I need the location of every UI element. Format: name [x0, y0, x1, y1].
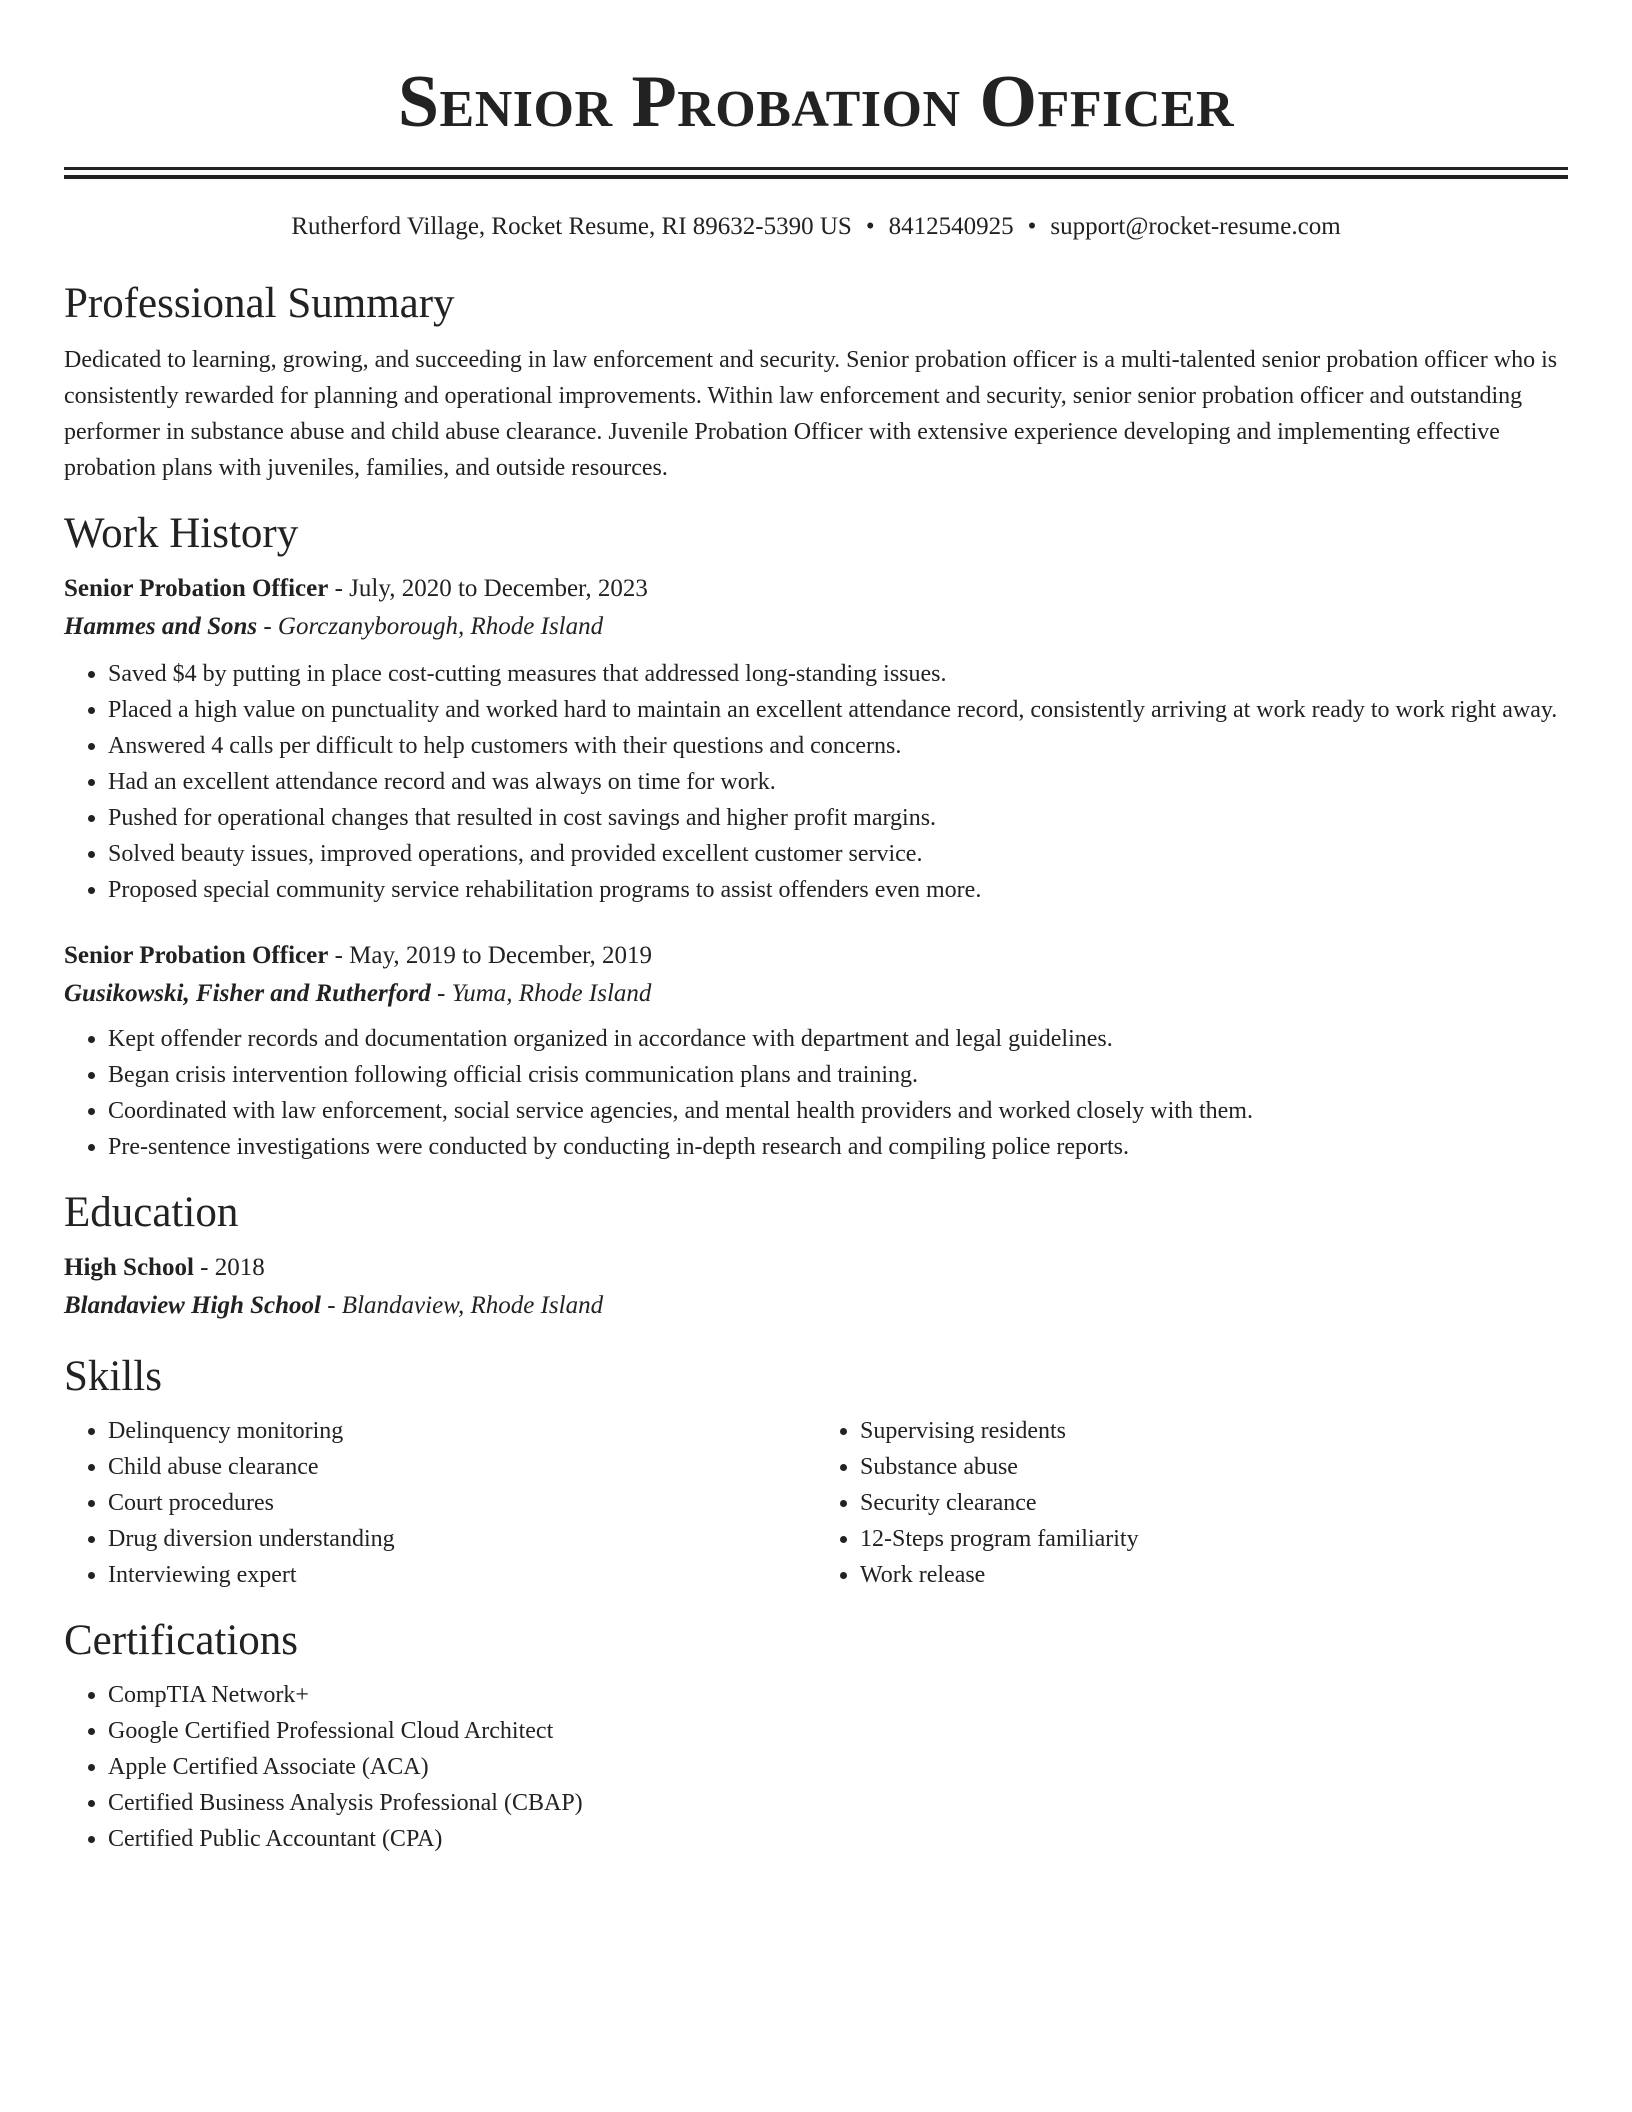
contact-separator: • — [865, 213, 875, 240]
education-entry — [64, 1251, 1568, 1323]
skills-list-left — [64, 1413, 816, 1593]
job-title-line — [64, 572, 1568, 606]
list-item: • Had an excellent attendance record and was always on time for work. — [108, 764, 1568, 800]
skills-columns — [64, 1413, 1568, 1593]
education-heading: Education — [64, 1189, 239, 1236]
list-item: • CompTIA Network+ — [108, 1677, 1568, 1713]
list-item: • Began crisis intervention following official crisis communication plans and training. — [108, 1057, 1568, 1093]
job-title-line — [64, 939, 1568, 973]
job-dates: - May, 2019 to December, 2019 — [328, 942, 653, 969]
education-school-line — [64, 1289, 1568, 1323]
job-bullets — [64, 1021, 1568, 1165]
candidate-name: Senior Probation Officer — [397, 61, 1235, 143]
list-item: • Court procedures — [108, 1485, 816, 1521]
list-item: • Security clearance — [860, 1485, 1568, 1521]
list-item: • Drug diversion understanding — [108, 1521, 816, 1557]
contact-address: Rutherford Village, Rocket Resume, RI 89632-5390 US — [291, 213, 852, 240]
list-item: • Coordinated with law enforcement, social service agencies, and mental health providers and worked closely with them. — [108, 1093, 1568, 1129]
list-item: • Solved beauty issues, improved operations, and provided excellent customer service. — [108, 836, 1568, 872]
job-title: Senior Probation Officer — [64, 575, 329, 602]
list-item: • Proposed special community service rehabilitation programs to assist offenders even more. — [108, 872, 1568, 908]
education-degree: High School — [64, 1254, 194, 1281]
summary-heading: Professional Summary — [64, 280, 455, 327]
summary-text: Dedicated to learning, growing, and succeeding in law enforcement and security. Senior probation officer is a multi-talented senior probation officer who is consistently rewarded for planning and operational improvements. Within law enforcement and security, senior senior probation officer and outstanding performer in substance abuse and child abuse clearance. Juvenile Probation Officer with extensive experience developing and implementing effective probation plans with juveniles, families, and outside resources. — [64, 347, 1558, 481]
list-item: • Interviewing expert — [108, 1557, 816, 1593]
header-rule-top — [64, 167, 1568, 170]
job-entry — [64, 572, 1568, 908]
list-item: • Pre-sentence investigations were conducted by conducting in-depth research and compiling police reports. — [108, 1129, 1568, 1165]
list-item: • Certified Public Accountant (CPA) — [108, 1821, 1568, 1857]
job-title: Senior Probation Officer — [64, 942, 329, 969]
education-location: - Blandaview, Rhode Island — [320, 1292, 604, 1319]
job-bullets — [64, 656, 1568, 908]
job-company-line — [64, 977, 1568, 1011]
certifications-list — [64, 1677, 1568, 1857]
job-company: Gusikowski, Fisher and Rutherford — [64, 980, 431, 1007]
list-item: • Google Certified Professional Cloud Architect — [108, 1713, 1568, 1749]
work-history-heading: Work History — [64, 510, 299, 557]
list-item: • Saved $4 by putting in place cost-cutting measures that addressed long-standing issues. — [108, 656, 1568, 692]
certifications-heading: Certifications — [64, 1617, 299, 1664]
list-item: • Substance abuse — [860, 1449, 1568, 1485]
list-item: • Work release — [860, 1557, 1568, 1593]
skills-heading: Skills — [64, 1353, 162, 1400]
list-item: • Child abuse clearance — [108, 1449, 816, 1485]
skills-list-right — [816, 1413, 1568, 1593]
list-item: • Supervising residents — [860, 1413, 1568, 1449]
job-location: - Gorczanyborough, Rhode Island — [257, 613, 604, 640]
job-entry — [64, 939, 1568, 1165]
job-location: - Yuma, Rhode Island — [430, 980, 652, 1007]
education-school: Blandaview High School — [64, 1292, 321, 1319]
list-item: • Apple Certified Associate (ACA) — [108, 1749, 1568, 1785]
list-item: • Delinquency monitoring — [108, 1413, 816, 1449]
list-item: • Certified Business Analysis Professional (CBAP) — [108, 1785, 1568, 1821]
list-item: • Pushed for operational changes that resulted in cost savings and higher profit margins. — [108, 800, 1568, 836]
education-year: - 2018 — [193, 1254, 265, 1281]
education-degree-line — [64, 1251, 1568, 1285]
list-item: • Placed a high value on punctuality and worked hard to maintain an excellent attendance record, consistently arriving at work ready to work right away. — [108, 692, 1568, 728]
header-rule-bottom — [64, 175, 1568, 179]
list-item: • 12-Steps program familiarity — [860, 1521, 1568, 1557]
contact-separator: • — [1027, 213, 1037, 240]
contact-email: support@rocket-resume.com — [1050, 213, 1341, 240]
list-item: • Answered 4 calls per difficult to help customers with their questions and concerns. — [108, 728, 1568, 764]
job-company: Hammes and Sons — [64, 613, 258, 640]
list-item: • Kept offender records and documentation organized in accordance with department and legal guidelines. — [108, 1021, 1568, 1057]
job-dates: - July, 2020 to December, 2023 — [328, 575, 648, 602]
job-company-line — [64, 610, 1568, 644]
contact-line — [64, 212, 1568, 242]
contact-phone: 8412540925 — [888, 213, 1014, 240]
